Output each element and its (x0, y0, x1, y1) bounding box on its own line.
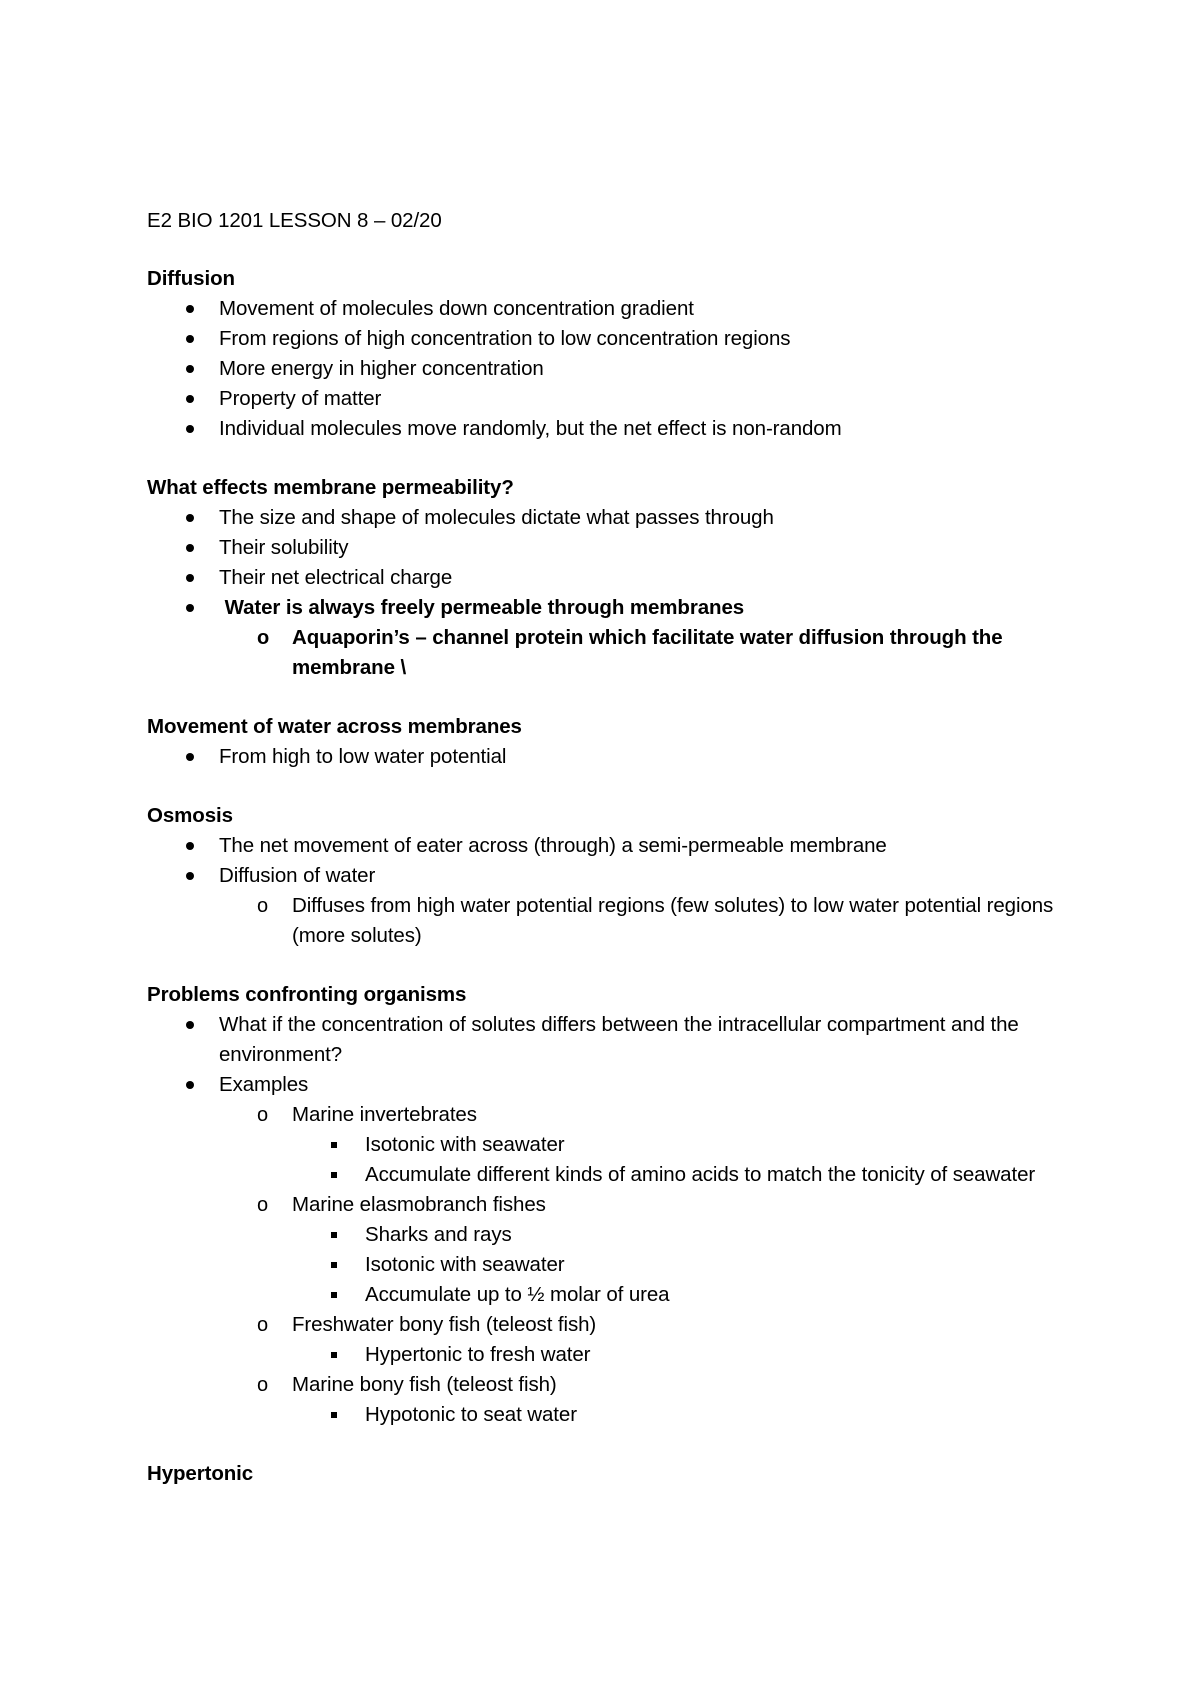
list-item: o Diffuses from high water potential regions (few solutes) to low water potential regions (more solutes) (292, 891, 1067, 951)
bullet-circle-icon: o (257, 1374, 269, 1396)
document-title: E2 BIO 1201 LESSON 8 – 02/20 (147, 209, 442, 232)
bullet-disc-icon (186, 335, 194, 343)
bullet-square-icon (331, 1262, 337, 1268)
sub-bullet-list (219, 623, 1067, 683)
bullet-list (147, 831, 1067, 951)
list-item: From high to low water potential (219, 742, 1067, 772)
section-problems (147, 980, 1067, 1430)
list-item: Isotonic with seawater (365, 1250, 1067, 1280)
section-heading: Osmosis (147, 804, 233, 827)
detail-bullet-list (292, 1340, 1067, 1370)
bullet-disc-icon (186, 514, 194, 522)
list-item: The size and shape of molecules dictate what passes through (219, 503, 1067, 533)
section-water-movement (147, 712, 1067, 772)
section-heading: Hypertonic (147, 1462, 254, 1485)
detail-bullet-list (292, 1130, 1067, 1190)
bullet-disc-icon (186, 305, 194, 313)
bullet-disc-icon (186, 753, 194, 761)
list-item: Hypertonic to fresh water (365, 1340, 1067, 1370)
bullet-list (147, 294, 1067, 444)
list-item: o Marine elasmobranch fishes Sharks and rays Isotonic with seawater Accumulate up to ½ molar of urea (292, 1190, 1067, 1310)
bullet-list (147, 1010, 1067, 1430)
list-item: o Freshwater bony fish (teleost fish) Hypertonic to fresh water (292, 1310, 1067, 1370)
section-heading: Movement of water across membranes (147, 715, 522, 738)
bullet-list (147, 742, 1067, 772)
section-hypertonic (147, 1459, 1067, 1489)
bullet-disc-icon (186, 544, 194, 552)
list-item: o Aquaporin’s – channel protein which facilitate water diffusion through the membrane \ (292, 623, 1067, 683)
list-item: Water is always freely permeable through membranes o Aquaporin’s – channel protein which facilitate water diffusion through the membrane \ (219, 593, 1067, 683)
bullet-square-icon (331, 1142, 337, 1148)
list-item: Hypotonic to seat water (365, 1400, 1067, 1430)
sub-bullet-list (219, 1100, 1067, 1430)
bullet-disc-icon (186, 1021, 194, 1029)
list-item: Property of matter (219, 384, 1067, 414)
bullet-disc-icon (186, 395, 194, 403)
bullet-disc-icon (186, 365, 194, 373)
list-item: Isotonic with seawater (365, 1130, 1067, 1160)
sub-bullet-list (219, 891, 1067, 951)
list-item: Their net electrical charge (219, 563, 1067, 593)
bullet-disc-icon (186, 604, 194, 612)
bullet-disc-icon (186, 574, 194, 582)
bullet-disc-icon (186, 1081, 194, 1089)
bullet-square-icon (331, 1352, 337, 1358)
section-heading: What effects membrane permeability? (147, 476, 514, 499)
bullet-circle-icon: o (257, 1314, 269, 1336)
list-item: The net movement of eater across (through) a semi-permeable membrane (219, 831, 1067, 861)
list-item: Individual molecules move randomly, but the net effect is non-random (219, 414, 1067, 444)
list-item: From regions of high concentration to low concentration regions (219, 324, 1067, 354)
bullet-circle-icon: o (257, 895, 269, 917)
detail-bullet-list (292, 1220, 1067, 1310)
section-heading: Diffusion (147, 267, 235, 290)
list-item: Movement of molecules down concentration gradient (219, 294, 1067, 324)
section-heading: Problems confronting organisms (147, 983, 467, 1006)
bullet-square-icon (331, 1292, 337, 1298)
list-item: o Marine bony fish (teleost fish) Hypotonic to seat water (292, 1370, 1067, 1430)
bullet-disc-icon (186, 842, 194, 850)
list-item: What if the concentration of solutes differs between the intracellular compartment and the environment? (219, 1010, 1067, 1070)
detail-bullet-list (292, 1400, 1067, 1430)
bullet-circle-icon: o (257, 1194, 269, 1216)
document-body (147, 206, 1067, 1518)
list-item: o Marine invertebrates Isotonic with seawater Accumulate different kinds of amino acids to match the tonicity of seawater (292, 1100, 1067, 1190)
section-osmosis (147, 801, 1067, 951)
list-item: Diffusion of water o Diffuses from high water potential regions (few solutes) to low water potential regions (more solutes) (219, 861, 1067, 951)
list-item: Accumulate different kinds of amino acids to match the tonicity of seawater (365, 1160, 1067, 1190)
section-membrane-permeability (147, 473, 1067, 683)
list-item: Sharks and rays (365, 1220, 1067, 1250)
bullet-circle-icon: o (257, 627, 270, 649)
bullet-list (147, 503, 1067, 683)
bullet-disc-icon (186, 425, 194, 433)
list-item: Examples o Marine invertebrates Isotonic with seawater Accumulate different kinds of amino acids to match the tonicity of seawater o Marine elasmobranch fishes Sharks and rays Isotonic with seawater Accumulate up to ½ molar of urea o Freshwater bony fish (teleost fish) Hypertonic to fresh water o Marine bony fish (teleost fish) Hypotonic to seat water (219, 1070, 1067, 1430)
bullet-circle-icon: o (257, 1104, 269, 1126)
list-item: More energy in higher concentration (219, 354, 1067, 384)
list-item: Accumulate up to ½ molar of urea (365, 1280, 1067, 1310)
bullet-square-icon (331, 1412, 337, 1418)
list-item: Their solubility (219, 533, 1067, 563)
bullet-square-icon (331, 1172, 337, 1178)
bullet-disc-icon (186, 872, 194, 880)
bullet-square-icon (331, 1232, 337, 1238)
section-diffusion (147, 264, 1067, 444)
